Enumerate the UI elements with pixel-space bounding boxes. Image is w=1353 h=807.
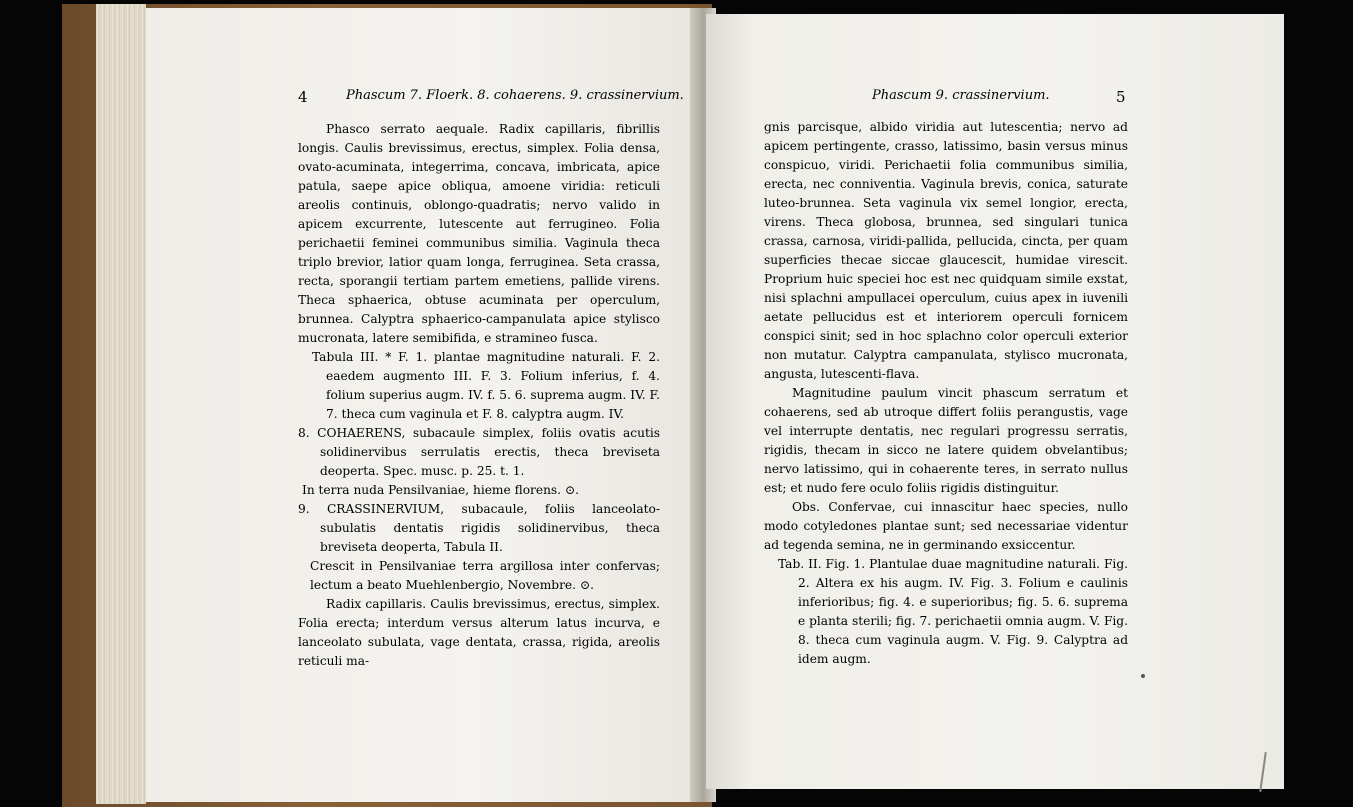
left-page-body <box>298 120 660 671</box>
left-paragraph-3: 8. COHAERENS, subacaule simplex, foliis ovatis acutis solidinervibus serrulatis erectis, theca breviseta deoperta. Spec. musc. p. 25. t. 1. <box>298 426 660 478</box>
ink-spot <box>1141 674 1145 678</box>
page-edges <box>96 4 146 804</box>
left-paragraph-4: In terra nuda Pensilvaniae, hieme florens. ⊙. <box>302 483 580 497</box>
right-paragraph-2: Magnitudine paulum vincit phascum serratum et cohaerens, sed ab utroque differt foliis perangustis, vage vel interrupte dentatis, nec regulari progressu serratis, rigidis, thecam in sicco ne latere quidem obvelantibus; nervo latissimo, qui in cohaerente teres, in serrato nullus est; et nudo fere oculo foliis rigidis distinguitur. <box>764 386 1128 495</box>
left-paragraph-6: Crescit in Pensilvaniae terra argillosa inter confervas; lectum a beato Muehlenbergio, Novembre. ⊙. <box>310 559 660 592</box>
left-page-number: 4 <box>298 88 308 106</box>
left-running-header: Phascum 7. Floerk. 8. cohaerens. 9. crassinervium. <box>346 88 684 103</box>
right-paragraph-1: gnis parcisque, albido viridia aut lutescentia; nervo ad apicem pertingente, crasso, latissimo, basin versus minus conspicuo, viridi. Perichaetii folia communibus similia, erecta, nec conniventia. Vaginula brevis, conica, saturate luteo-brunnea. Seta vaginula vix semel longior, erecta, virens. Theca globosa, brunnea, sed singulari tunica crassa, carnosa, viridi-pallida, pellucida, cincta, per quam superficies thecae siccae glaucescit, humidae virescit. Proprium huic speciei hoc est nec quidquam simile exstat, nisi splachni ampullacei operculum, cuius apex in iuvenili aetate pellucidus est et interiorem operculi fornicem conspici sinit; sed in hoc splachno color operculi exterior non mutatur. Calyptra campanulata, stylisco mucronata, angusta, lutescenti-flava. <box>764 120 1128 381</box>
right-page-body <box>764 118 1128 669</box>
left-paragraph-5: 9. CRASSINERVIUM, subacaule, foliis lanceolato-subulatis dentatis rigidis solidinervibus, theca breviseta deoperta, Tabula II. <box>298 502 660 554</box>
left-paragraph-1: Phasco serrato aequale. Radix capillaris, fibrillis longis. Caulis brevissimus, erectus, simplex. Folia densa, ovato-acuminata, integerrima, concava, imbricata, apice patula, saepe apice obliqua, amoene viridia: reticuli areolis continuis, oblongo-quadratis; nervo valido in apicem excurrente, lutescente aut ferrugineo. Folia perichaetii feminei communibus similia. Vaginula theca triplo brevior, latior quam longa, ferruginea. Seta crassa, recta, sporangii tertiam partem emetiens, pallide virens. Theca sphaerica, obtuse acuminata per operculum, brunnea. Calyptra sphaerico-campanulata apice stylisco mucronata, latere semibifida, e stramineo fusca. <box>298 122 660 345</box>
right-page-number: 5 <box>1116 88 1126 106</box>
left-paragraph-7: Radix capillaris. Caulis brevissimus, erectus, simplex. Folia erecta; interdum versus alterum latus incurva, e lanceolato subulata, vage dentata, crassa, rigida, areolis reticuli ma- <box>298 597 660 668</box>
right-paragraph-3: Obs. Confervae, cui innascitur haec species, nullo modo cotyledones plantae sunt; sed necessariae videntur ad tegenda semina, ne in germinando exsiccentur. <box>764 500 1128 552</box>
right-paragraph-4: Tab. II. Fig. 1. Plantulae duae magnitudine naturali. Fig. 2. Altera ex his augm. IV. Fig. 3. Folium e caulinis inferioribus; fig. 4. e superioribus; fig. 5. 6. suprema e planta sterili; fig. 7. perichaetii omnia augm. V. Fig. 8. theca cum vaginula augm. V. Fig. 9. Calyptra ad idem augm. <box>778 557 1128 666</box>
right-running-header: Phascum 9. crassinervium. <box>872 88 1050 103</box>
left-paragraph-2: Tabula III. * F. 1. plantae magnitudine naturali. F. 2. eaedem augmento III. F. 3. Folium inferius, f. 4. folium superius augm. IV. f. 5. 6. suprema augm. IV. F. 7. theca cum vaginula et F. 8. calyptra augm. IV. <box>312 350 660 421</box>
